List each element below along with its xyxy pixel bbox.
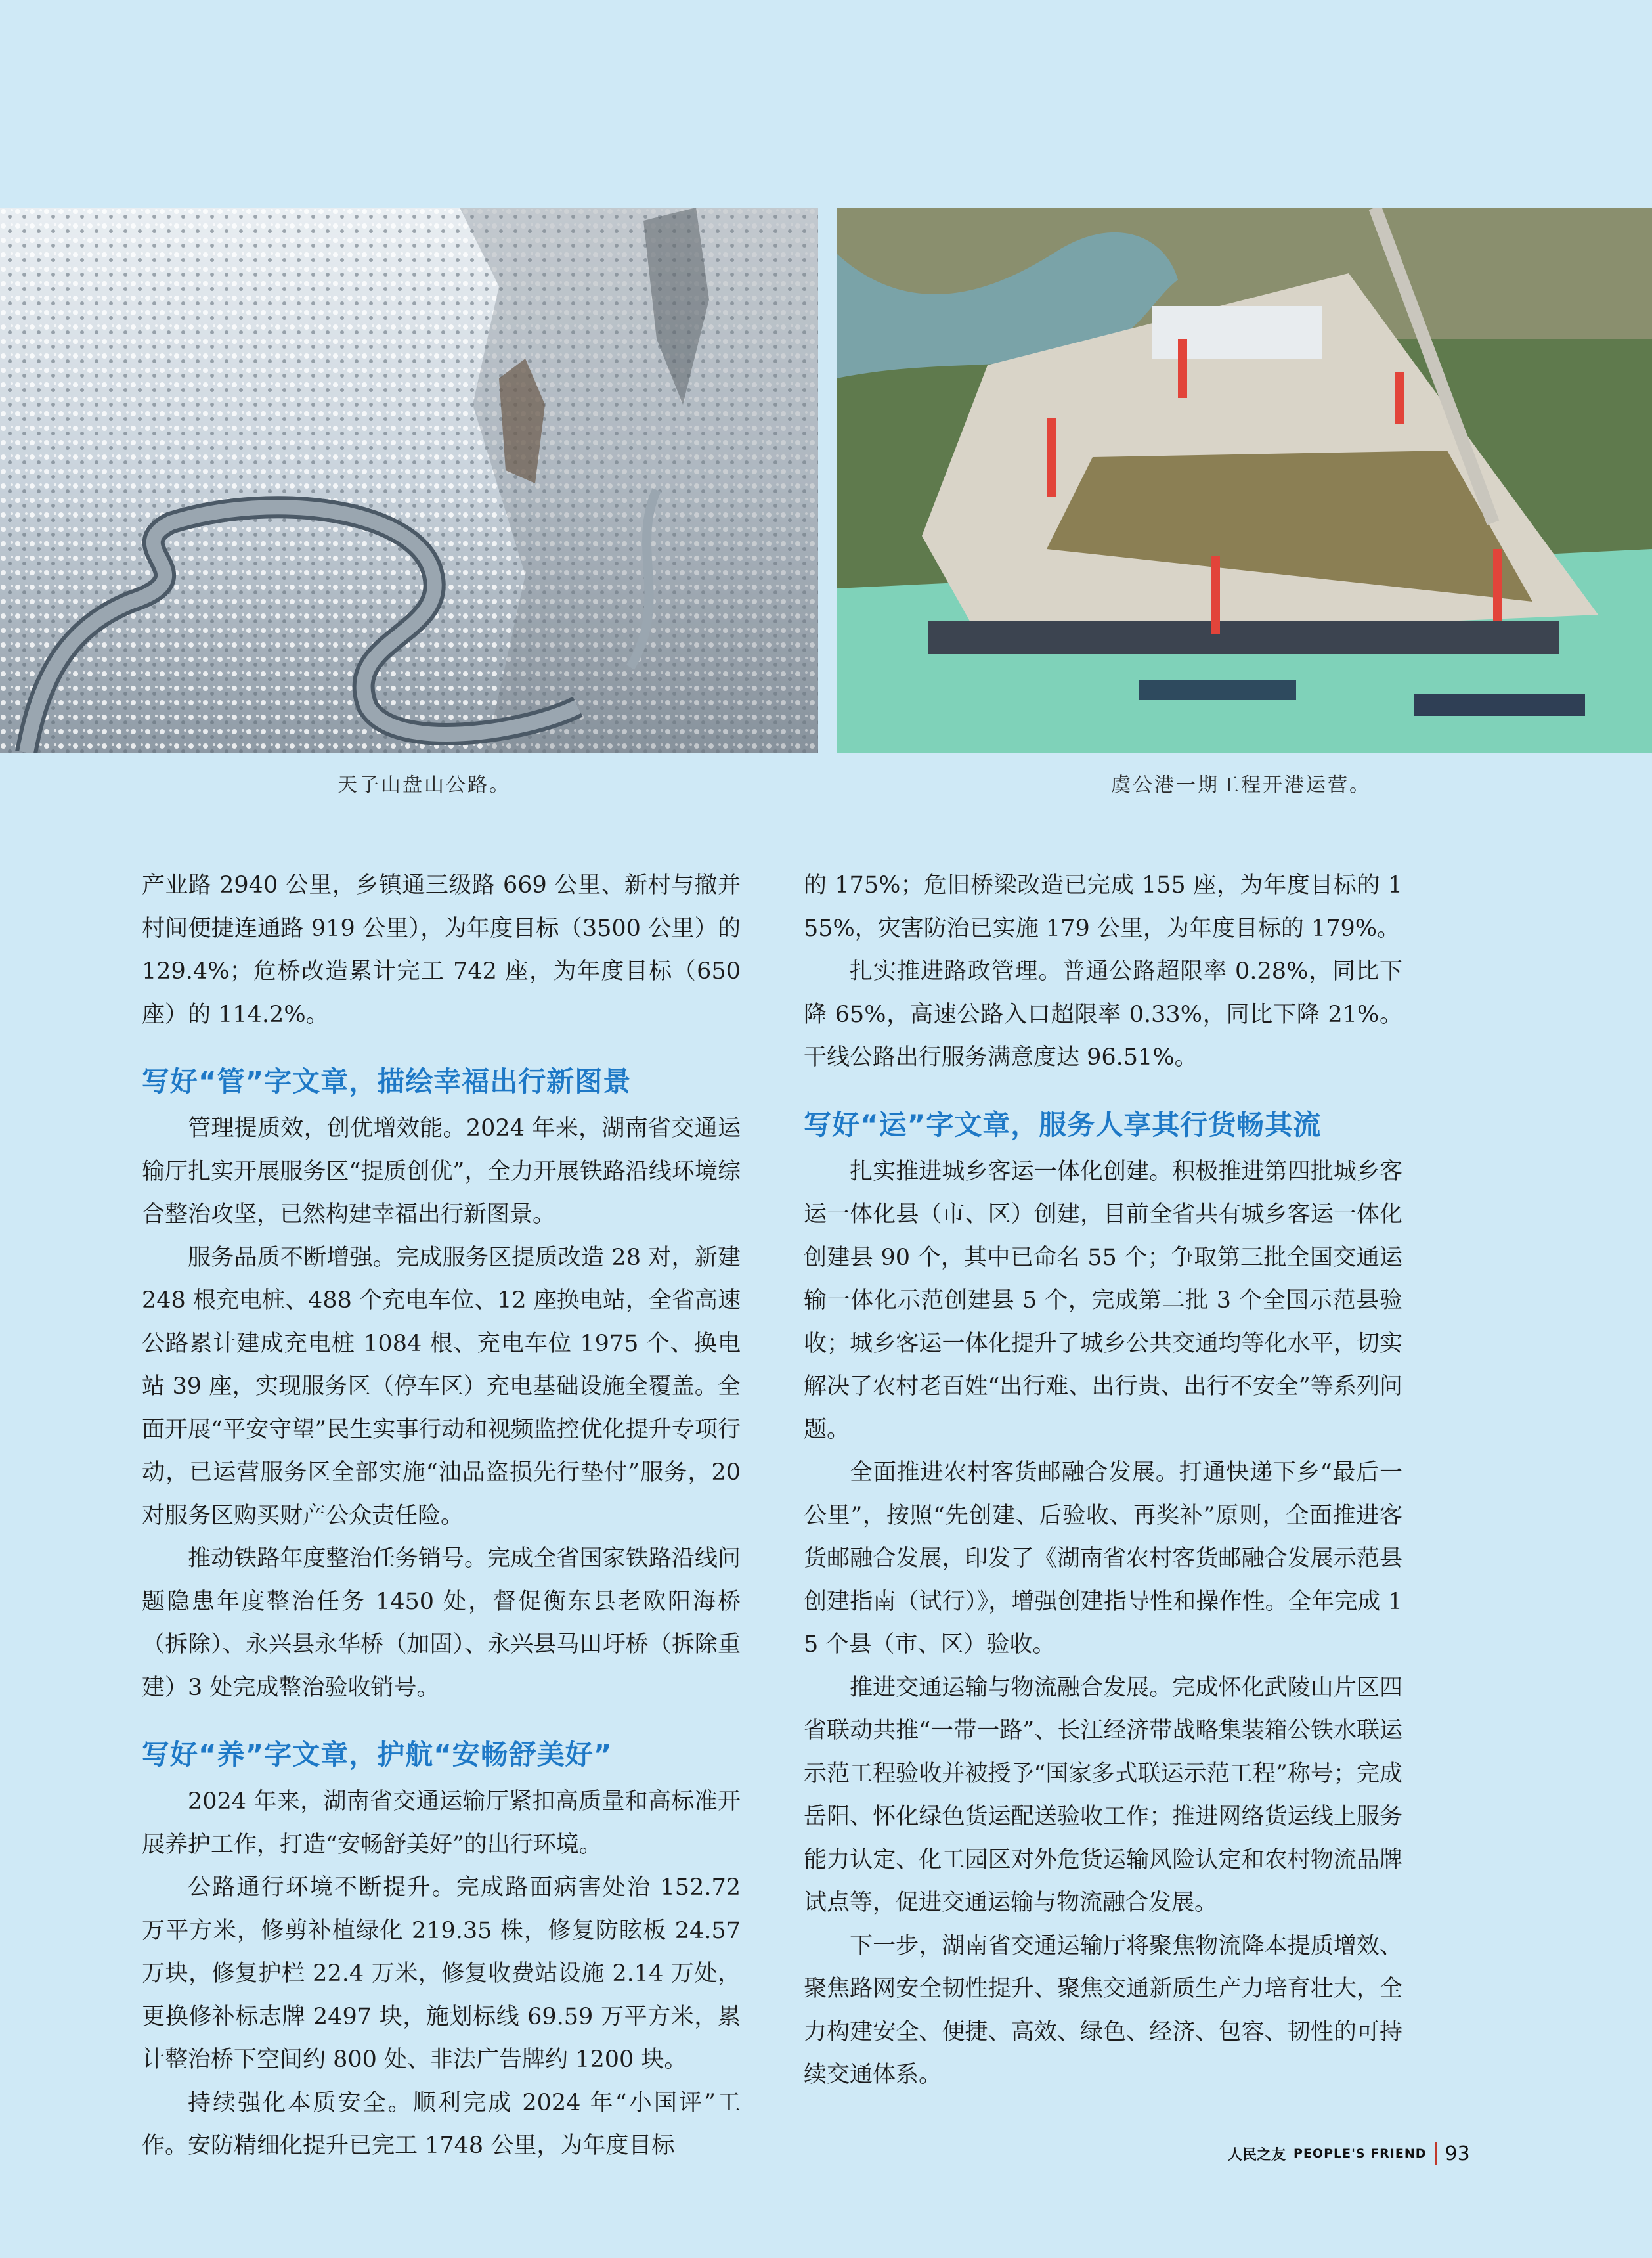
paragraph: 服务品质不断增强。完成服务区提质改造 28 对，新建 248 根充电桩、488 个充电车位、12 座换电站，全省高速公路累计建成充电桩 1084 根、充电车位 1975 个、换电站 39 座，实现服务区（停车区）充电基础设施全覆盖。全面开展“平安守望”民生实事行动和视频监控优化提升专项行动，已运营服务区全部实施“油品盗损先行垫付”服务，20 对服务区购买财产公众责任险。 xyxy=(142,1244,741,1529)
left-photo-caption: 天子山盘山公路。 xyxy=(337,774,511,797)
paragraph: 扎实推进城乡客运一体化创建。积极推进第四批城乡客运一体化县（市、区）创建，目前全省共有城乡客运一体化创建县 90 个，其中已命名 55 个；争取第三批全国交通运输一体化示范创建县 5 个，完成第二批 3 个全国示范县验收；城乡客运一体化提升了城乡公共交通均等化水平，切实解决了农村老百姓“出行难、出行贵、出行不安全”等系列问题。 xyxy=(804,1158,1402,1443)
paragraph: 全面推进农村客货邮融合发展。打通快递下乡“最后一公里”，按照“先创建、后验收、再奖补”原则，全面推进客货邮融合发展，印发了《湖南省农村客货邮融合发展示范县创建指南（试行）》，增强创建指导性和操作性。全年完成 15 个县（市、区）验收。 xyxy=(804,1459,1402,1658)
paragraph: 推动铁路年度整治任务销号。完成全省国家铁路沿线问题隐患年度整治任务 1450 处，督促衡东县老欧阳海桥（拆除）、永兴县永华桥（加固）、永兴县马田圩桥（拆除重建）3 处完成整治验收销号。 xyxy=(142,1545,741,1701)
left-column xyxy=(142,864,741,2168)
page-number: 93 xyxy=(1445,2142,1470,2165)
paragraph: 扎实推进路政管理。普通公路超限率 0.28%，同比下降 65%，高速公路入口超限率 0.33%，同比下降 21%。干线公路出行服务满意度达 96.51%。 xyxy=(804,958,1402,1071)
section-heading-manage: 写好“管”字文章，描绘幸福出行新图景 xyxy=(142,1065,632,1097)
paragraph: 管理提质效，创优增效能。2024 年来，湖南省交通运输厅扎实开展服务区“提质创优”，全力开展铁路沿线环境综合整治攻坚，已然构建幸福出行新图景。 xyxy=(142,1115,741,1228)
section-heading-transport: 写好“运”字文章，服务人享其行货畅其流 xyxy=(804,1108,1322,1141)
paragraph: 持续强化本质安全。顺利完成 2024 年“小国评”工作。安防精细化提升已完工 1748 公里，为年度目标 xyxy=(142,2089,741,2159)
port-aerial-illustration xyxy=(837,208,1652,753)
paragraph: 推进交通运输与物流融合发展。完成怀化武陵山片区四省联动共推“一带一路”、长江经济带战略集装箱公铁水联运示范工程验收并被授予“国家多式联运示范工程”称号；完成岳阳、怀化绿色货运配送验收工作；推进网络货运线上服务能力认定、化工园区对外危货运输风险认定和农村物流品牌试点等，促进交通运输与物流融合发展。 xyxy=(804,1674,1402,1916)
mountain-road-photo xyxy=(0,208,818,753)
section-heading-maintain: 写好“养”字文章，护航“安畅舒美好” xyxy=(142,1738,613,1771)
right-photo-caption: 虞公港一期工程开港运营。 xyxy=(1111,774,1371,797)
paragraph: 2024 年来，湖南省交通运输厅紧扣高质量和高标准开展养护工作，打造“安畅舒美好”的出行环境。 xyxy=(142,1788,741,1858)
paragraph: 下一步，湖南省交通运输厅将聚焦物流降本提质增效、聚焦路网安全韧性提升、聚焦交通新质生产力培育壮大，全力构建安全、便捷、高效、绿色、经济、包容、韧性的可持续交通体系。 xyxy=(804,1932,1402,2088)
magazine-name-en: PEOPLE'S FRIEND xyxy=(1293,2146,1427,2161)
paragraph: 的 175%；危旧桥梁改造已完成 155 座，为年度目标的 155%，灾害防治已实施 179 公里，为年度目标的 179%。 xyxy=(804,872,1402,942)
magazine-name: 人民之友 xyxy=(1228,2146,1286,2163)
right-column xyxy=(804,864,1402,2097)
page-footer xyxy=(1228,2138,1470,2169)
paragraph: 公路通行环境不断提升。完成路面病害处治 152.72 万平方米，修剪补植绿化 219.35 株，修复防眩板 24.57 万块，修复护栏 22.4 万米，修复收费站设施 2.14 万处，更换修补标志牌 2497 块，施划标线 69.59 万平方米，累计整治桥下空间约 800 处、非法广告牌约 1200 块。 xyxy=(142,1874,741,2073)
port-aerial-photo xyxy=(837,208,1652,753)
footer-divider xyxy=(1435,2142,1437,2165)
mountain-road-illustration xyxy=(0,208,818,753)
paragraph: 产业路 2940 公里，乡镇通三级路 669 公里、新村与撤并村间便捷连通路 919 公里），为年度目标（3500 公里）的 129.4%；危桥改造累计完工 742 座，为年度目标（650 座）的 114.2%。 xyxy=(142,872,741,1028)
